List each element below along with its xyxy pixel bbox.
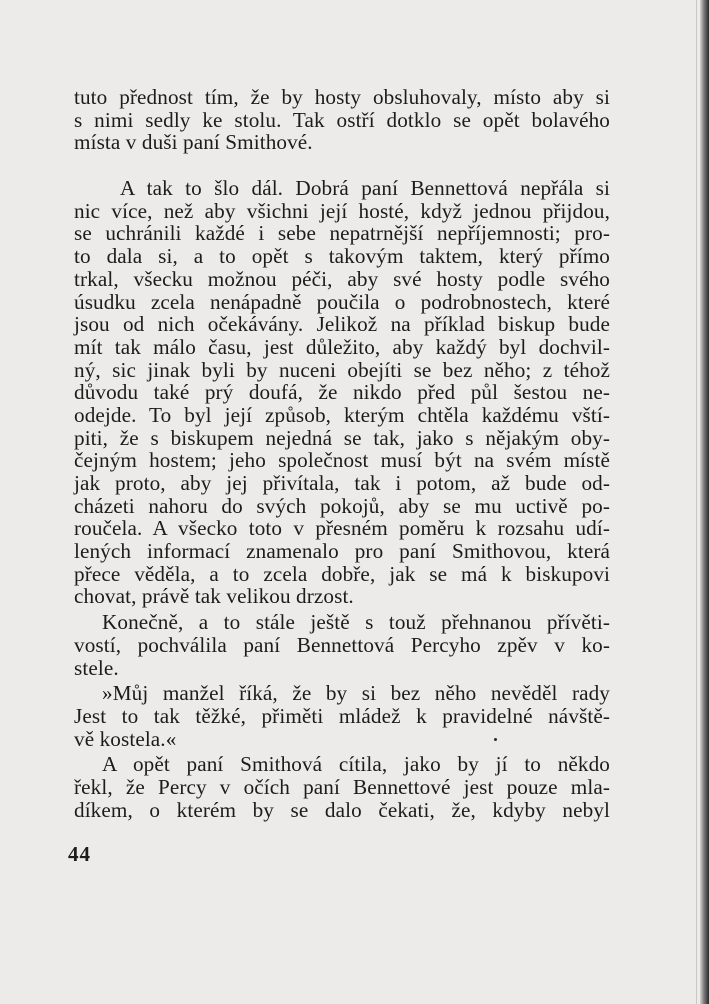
text-line: »Můj manžel říká, že by si bez něho nevěděl rady	[102, 681, 610, 706]
text-line: stele.	[74, 655, 119, 680]
page-body-text	[74, 86, 610, 821]
text-line: to dala si, a to opět s takovým taktem, který přímo	[74, 244, 610, 269]
paragraph-spacer	[74, 154, 610, 177]
text-line: nic více, než aby všichni její hosté, když jednou přijdou,	[74, 198, 610, 223]
text-line: tuto přednost tím, že by hosty obsluhovaly, místo aby si	[74, 85, 610, 109]
print-speck	[494, 738, 497, 741]
text-line: se uchránili každé i sebe nepatrnější nepříjemnosti; pro-	[74, 221, 610, 246]
page-number: 44	[68, 842, 91, 866]
text-line: roučela. A všecko toto v přesném poměru k rozsahu udí-	[74, 516, 610, 541]
text-line: lených informací znamenalo pro paní Smithovou, která	[74, 539, 610, 564]
paragraph-5	[74, 753, 610, 821]
text-line: Jest to tak těžké, přiměti mládež k pravidelné návště-	[74, 703, 610, 728]
text-line: vostí, pochválila paní Bennettová Percyho zpěv v ko-	[74, 632, 610, 657]
text-line: trkal, všecku možnou péči, aby své hosty podle svého	[74, 266, 610, 291]
paragraph-1	[74, 86, 610, 154]
text-line: jsou od nich očekávány. Jelikož na příklad biskup bude	[74, 312, 610, 337]
paragraph-4	[74, 682, 610, 750]
text-line: řekl, že Percy v očích paní Bennettové jest pouze mla-	[74, 774, 610, 799]
text-line: čejným hostem; jeho společnost musí být na svém místě	[74, 448, 610, 473]
page-edge-shadow	[700, 0, 709, 1004]
paragraph-3	[74, 611, 610, 679]
text-line: s nimi sedly ke stolu. Tak ostří dotklo se opět bolavého	[74, 107, 610, 132]
text-line: přece věděla, a to zcela dobře, jak se má k biskupovi	[74, 561, 610, 586]
text-line: důvodu také prý doufá, že nikdo před půl šestou ne-	[74, 380, 610, 405]
text-line: odejde. To byl její způsob, kterým chtěla každému vští-	[74, 402, 610, 427]
text-line: díkem, o kterém by se dalo čekati, že, kdyby nebyl	[74, 797, 610, 822]
text-line: ný, sic jinak byli by nuceni obejíti se bez něho; z téhož	[74, 357, 610, 382]
paragraph-2	[74, 177, 610, 608]
text-line: Konečně, a to stále ještě s touž přehnanou přívěti-	[102, 610, 610, 635]
text-line: A tak to šlo dál. Dobrá paní Bennettová nepřála si	[120, 176, 610, 201]
text-line: vě kostela.«	[74, 726, 177, 751]
text-line: jak proto, aby jej přivítala, tak i potom, až bude od-	[74, 471, 610, 495]
text-line: mít tak málo času, jest důležito, aby každý byl dochvil-	[74, 334, 610, 359]
text-line: piti, že s biskupem nejedná se tak, jako s nějakým oby-	[74, 425, 610, 450]
page-fold-line	[696, 0, 697, 1004]
text-line: chovat, právě tak velikou drzost.	[74, 584, 354, 609]
text-line: úsudku zcela nenápadně poučila o podrobnostech, které	[74, 289, 610, 314]
text-line: A opět paní Smithová cítila, jako by jí to někdo	[102, 752, 610, 777]
text-line: cházeti nahoru do svých pokojů, aby se mu uctivě po-	[74, 493, 610, 518]
text-line: místa v duši paní Smithové.	[74, 130, 313, 155]
